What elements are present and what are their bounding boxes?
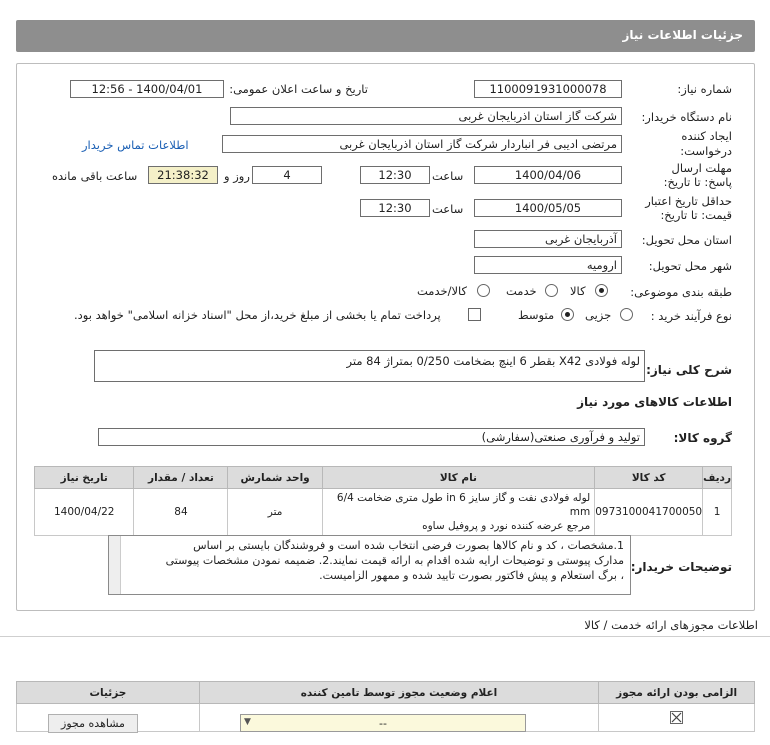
notes-line-2: مدارک پیوستی و توضیحات ارایه شده اقدام به ارائه قیمت نمایند.2. ضمیمه نمودن مشخصات پیوستی — [165, 554, 624, 567]
category-label: طبقه بندی موضوعی: — [630, 285, 732, 299]
chevron-down-icon: ▼ — [244, 717, 251, 727]
page-header — [16, 20, 755, 52]
deadline-date-field: 1400/04/06 — [474, 166, 622, 184]
buyer-notes-box[interactable] — [108, 535, 631, 595]
col-header-index: ردیف — [703, 467, 732, 489]
permits-divider — [0, 636, 770, 637]
buyer-field: شرکت گاز استان اذربایجان غربی — [230, 107, 622, 125]
process-option-medium: متوسط — [518, 308, 555, 322]
permits-col-details: جزئیات — [17, 682, 200, 704]
process-radio-minor[interactable] — [620, 308, 633, 321]
process-label: نوع فرآیند خرید : — [650, 309, 732, 323]
view-permit-button[interactable]: مشاهده مجوز — [48, 714, 138, 733]
category-option-both: کالا/خدمت — [417, 284, 468, 298]
permit-status-select[interactable] — [240, 714, 526, 732]
category-option-goods: کالا — [570, 284, 586, 298]
table-row — [35, 489, 732, 536]
row-code: 0973100041700050 — [595, 489, 703, 536]
notes-line-1: 1.مشخصات ، کد و نام کالاها بصورت فرضی انتخاب شده است و فروشندگان بایستی بر اساس — [193, 539, 624, 552]
deadline-time-label: ساعت — [432, 169, 464, 183]
permit-status-value: -- — [379, 716, 387, 730]
col-header-date: تاریخ نیاز — [35, 467, 134, 489]
deadline-remaining-field: 21:38:32 — [148, 166, 218, 184]
announce-field: 1400/04/01 - 12:56 — [70, 80, 224, 98]
requester-field: مرتضی ادیبی فر انباردار شرکت گاز استان اذربایجان غربی — [222, 135, 622, 153]
category-radio-goods[interactable] — [595, 284, 608, 297]
category-option-service: خدمت — [506, 284, 537, 298]
treasury-note: پرداخت تمام یا بخشی از مبلغ خرید،از محل "اسناد خزانه اسلامی" خواهد بود. — [74, 308, 441, 322]
announce-label: تاریخ و ساعت اعلان عمومی: — [229, 82, 368, 96]
deadline-days-label: روز و — [224, 169, 250, 183]
permits-required-cell — [599, 704, 755, 732]
col-header-code: کد کالا — [595, 467, 703, 489]
notes-line-3: ، برگ استعلام و پیش فاکتور بصورت تایید شده و ممهور الزامیست. — [319, 569, 624, 582]
row-name-line2: مرجع عرضه کننده نورد و پروفیل ساوه — [422, 520, 591, 532]
required-checkbox — [670, 711, 683, 724]
validity-label: حداقل تاریخ اعتبار قیمت: تا تاریخ: — [645, 194, 732, 222]
goods-group-label: گروه کالا: — [673, 431, 732, 445]
validity-time-label: ساعت — [432, 202, 464, 216]
need-number-field: 1100091931000078 — [474, 80, 622, 98]
col-header-unit: واحد شمارش — [228, 467, 322, 489]
deadline-label: مهلت ارسال پاسخ: تا تاریخ: — [663, 161, 732, 189]
validity-date-field: 1400/05/05 — [474, 199, 622, 217]
city-label: شهر محل تحویل: — [648, 259, 732, 273]
validity-time-field: 12:30 — [360, 199, 430, 217]
row-name-line1: لوله فولادی نفت و گاز سایز 6 in طول متری ضخامت 6/4 mm — [336, 492, 591, 518]
buyer-notes-label: توضیحات خریدار: — [630, 560, 732, 574]
need-number-label: شماره نیاز: — [677, 82, 732, 96]
goods-section-title: اطلاعات کالاهای مورد نیاز — [577, 395, 732, 409]
col-header-qty: تعداد / مقدار — [134, 467, 228, 489]
col-header-name: نام کالا — [322, 467, 595, 489]
process-radio-medium[interactable] — [561, 308, 574, 321]
contact-buyer-link[interactable]: اطلاعات تماس خریدار — [82, 138, 189, 152]
treasury-checkbox[interactable] — [468, 308, 481, 321]
province-field: آذربایجان غربی — [474, 230, 622, 248]
deadline-time-field: 12:30 — [360, 166, 430, 184]
row-qty: 84 — [134, 489, 228, 536]
row-name — [322, 489, 595, 536]
notes-scrollbar[interactable] — [109, 536, 121, 594]
goods-table — [34, 466, 732, 536]
province-label: استان محل تحویل: — [641, 233, 732, 247]
requester-label: ایجاد کننده درخواست: — [680, 129, 732, 158]
row-date: 1400/04/22 — [35, 489, 134, 536]
summary-field: لوله فولادی X42 بقطر 6 اینچ بضخامت 0/250 بمتراژ 84 متر — [94, 350, 645, 382]
permits-title: اطلاعات مجوزهای ارائه خدمت / کالا — [584, 618, 758, 632]
summary-label: شرح کلی نیاز: — [646, 363, 732, 377]
deadline-remaining-label: ساعت باقی مانده — [52, 169, 138, 183]
category-radio-both[interactable] — [477, 284, 490, 297]
goods-group-field: تولید و فرآوری صنعتی(سفارشی) — [98, 428, 645, 446]
city-field: ارومیه — [474, 256, 622, 274]
deadline-days-field: 4 — [252, 166, 322, 184]
x-mark-icon — [671, 712, 682, 723]
permits-col-status: اعلام وضعیت مجوز توسط تامین کننده — [199, 682, 598, 704]
page-title: جزئیات اطلاعات نیاز — [622, 28, 743, 42]
permits-col-required: الزامی بودن ارائه مجوز — [599, 682, 755, 704]
category-radio-service[interactable] — [545, 284, 558, 297]
process-option-minor: جزیی — [585, 308, 612, 322]
buyer-label: نام دستگاه خریدار: — [641, 110, 732, 124]
row-index: 1 — [703, 489, 732, 536]
row-unit: متر — [228, 489, 322, 536]
